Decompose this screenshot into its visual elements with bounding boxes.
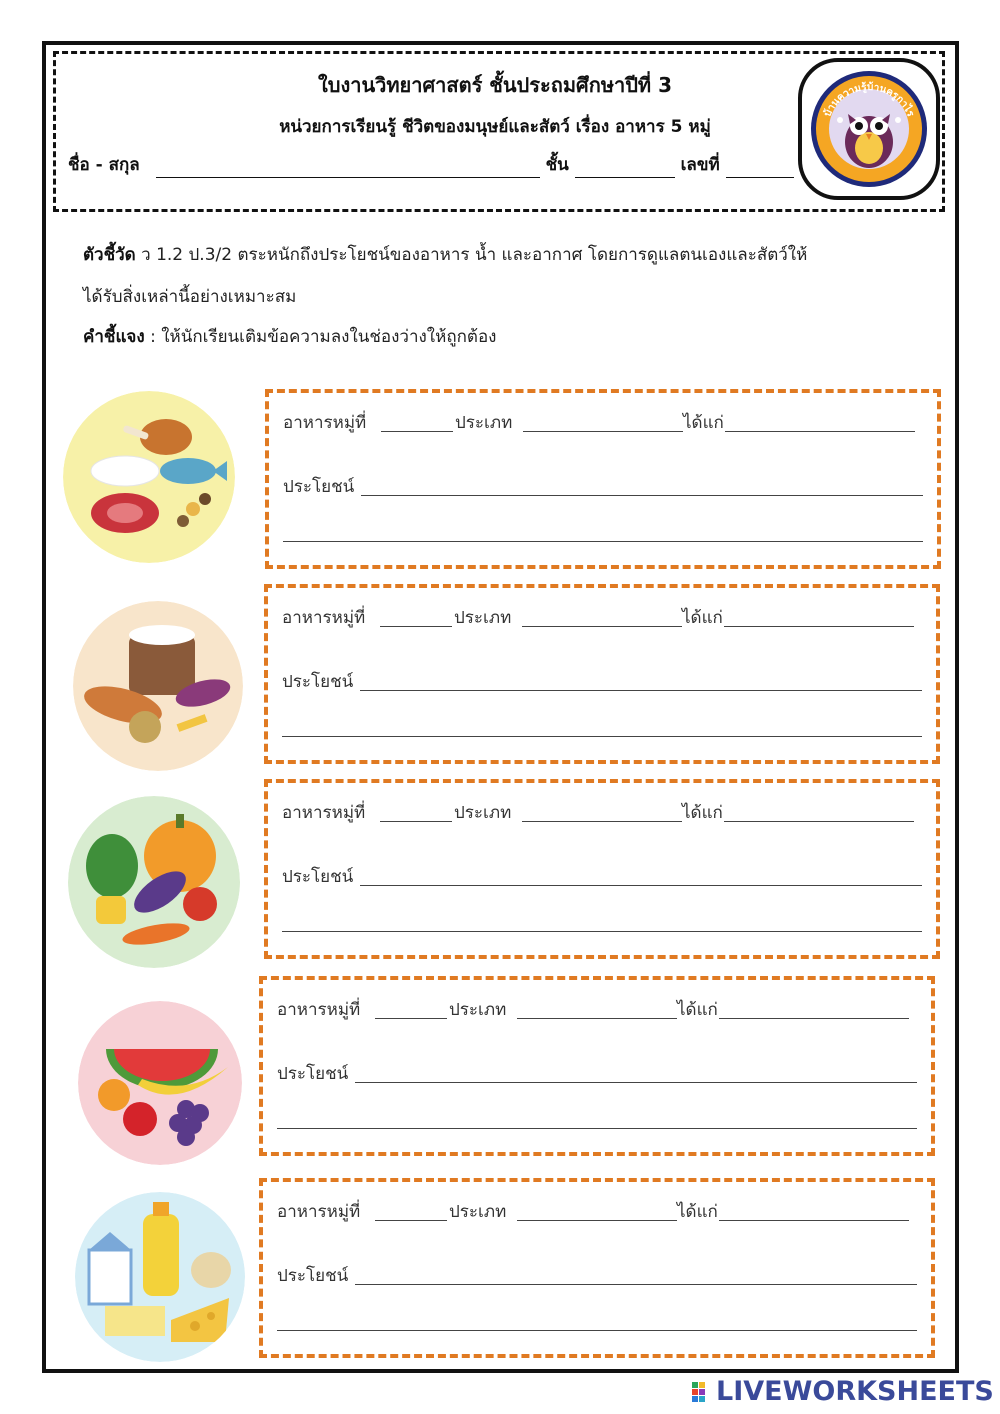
worksheet-subtitle: หน่วยการเรียนรู้ ชีวิตของมนุษย์และสัตว์ เรื่อง อาหาร 5 หมู่ — [279, 117, 711, 137]
food-examples-field[interactable] — [724, 626, 914, 627]
indicator-line-1 — [83, 241, 807, 268]
fruit-foods-image — [78, 1001, 242, 1165]
number-field[interactable] — [726, 158, 794, 178]
benefit-field[interactable] — [355, 1284, 917, 1285]
indicator-text-1: ว 1.2 ป.3/2 ตระหนักถึงประโยชน์ของอาหาร น้ำ และอากาศ โดยการดูแลตนเองและสัตว์ให้ — [135, 245, 808, 265]
vegetable-foods-icon — [68, 796, 240, 968]
benefit-field[interactable] — [355, 1082, 917, 1083]
food-group-card — [259, 1178, 935, 1358]
instruction-label: คำชี้แจง — [83, 327, 145, 347]
food-group-card — [264, 584, 940, 764]
benefit-label: ประโยชน์ — [282, 672, 354, 692]
logo-arc-text: บ้านความรู้บ้านครูกาไร — [822, 81, 916, 119]
instruction-text: : ให้นักเรียนเติมข้อความลงในช่องว่างให้ถูกต้อง — [144, 327, 497, 347]
group-number-label: อาหารหมู่ที่ — [282, 608, 366, 628]
liveworksheets-logo-icon — [692, 1380, 712, 1404]
name-field[interactable] — [156, 158, 540, 178]
student-info-row — [68, 151, 794, 178]
food-type-label: ประเภท — [449, 1202, 507, 1222]
indicator-line-2: ได้รับสิ่งเหล่านี้อย่างเหมาะสม — [83, 287, 297, 307]
group-number-field[interactable] — [380, 626, 452, 627]
fruit-foods-icon — [78, 1001, 242, 1165]
food-examples-label: ได้แก่ — [682, 803, 723, 823]
class-field[interactable] — [575, 158, 675, 178]
food-examples-field[interactable] — [719, 1220, 909, 1221]
fat-foods-image — [75, 1192, 245, 1362]
vegetable-foods-image — [68, 796, 240, 968]
food-examples-field[interactable] — [724, 821, 914, 822]
food-type-field[interactable] — [517, 1018, 677, 1019]
number-label: เลขที่ — [680, 155, 720, 175]
food-type-field[interactable] — [522, 821, 682, 822]
food-group-card — [264, 779, 940, 959]
food-type-field[interactable] — [523, 431, 683, 432]
benefit-label: ประโยชน์ — [282, 867, 354, 887]
benefit-field[interactable] — [361, 495, 923, 496]
indicator-label: ตัวชี้วัด — [83, 245, 136, 265]
food-examples-label: ได้แก่ — [683, 413, 724, 433]
group-number-field[interactable] — [381, 431, 453, 432]
benefit-field[interactable] — [360, 885, 922, 886]
food-examples-label: ได้แก่ — [682, 608, 723, 628]
school-logo — [798, 58, 940, 200]
carbohydrate-foods-icon — [73, 601, 243, 771]
group-number-field[interactable] — [375, 1220, 447, 1221]
benefit-field-extra[interactable] — [282, 736, 922, 737]
instruction-line — [83, 323, 496, 350]
carbohydrate-foods-image — [73, 601, 243, 771]
food-type-label: ประเภท — [454, 608, 512, 628]
benefit-field-extra[interactable] — [282, 931, 922, 932]
benefit-field-extra[interactable] — [277, 1128, 917, 1129]
food-examples-label: ได้แก่ — [677, 1000, 718, 1020]
worksheet-title: ใบงานวิทยาศาสตร์ ชั้นประถมศึกษาปีที่ 3 — [317, 73, 672, 97]
owl-logo-icon — [802, 62, 936, 196]
food-group-card — [265, 389, 941, 569]
benefit-field-extra[interactable] — [277, 1330, 917, 1331]
class-label: ชั้น — [545, 155, 569, 175]
benefit-label: ประโยชน์ — [283, 477, 355, 497]
food-type-field[interactable] — [522, 626, 682, 627]
group-number-label: อาหารหมู่ที่ — [277, 1000, 361, 1020]
benefit-label: ประโยชน์ — [277, 1064, 349, 1084]
name-label: ชื่อ - สกุล — [68, 155, 140, 175]
group-number-label: อาหารหมู่ที่ — [277, 1202, 361, 1222]
benefit-label: ประโยชน์ — [277, 1266, 349, 1286]
group-number-field[interactable] — [380, 821, 452, 822]
group-number-label: อาหารหมู่ที่ — [282, 803, 366, 823]
food-examples-label: ได้แก่ — [677, 1202, 718, 1222]
benefit-field-extra[interactable] — [283, 541, 923, 542]
food-type-field[interactable] — [517, 1220, 677, 1221]
protein-foods-icon — [63, 391, 235, 563]
food-examples-field[interactable] — [719, 1018, 909, 1019]
benefit-field[interactable] — [360, 690, 922, 691]
fat-foods-icon — [75, 1192, 245, 1362]
food-type-label: ประเภท — [454, 803, 512, 823]
food-type-label: ประเภท — [455, 413, 513, 433]
food-examples-field[interactable] — [725, 431, 915, 432]
food-group-card — [259, 976, 935, 1156]
protein-foods-image — [63, 391, 235, 563]
liveworksheets-brand: LIVEWORKSHEETS — [716, 1376, 994, 1407]
group-number-field[interactable] — [375, 1018, 447, 1019]
group-number-label: อาหารหมู่ที่ — [283, 413, 367, 433]
food-type-label: ประเภท — [449, 1000, 507, 1020]
